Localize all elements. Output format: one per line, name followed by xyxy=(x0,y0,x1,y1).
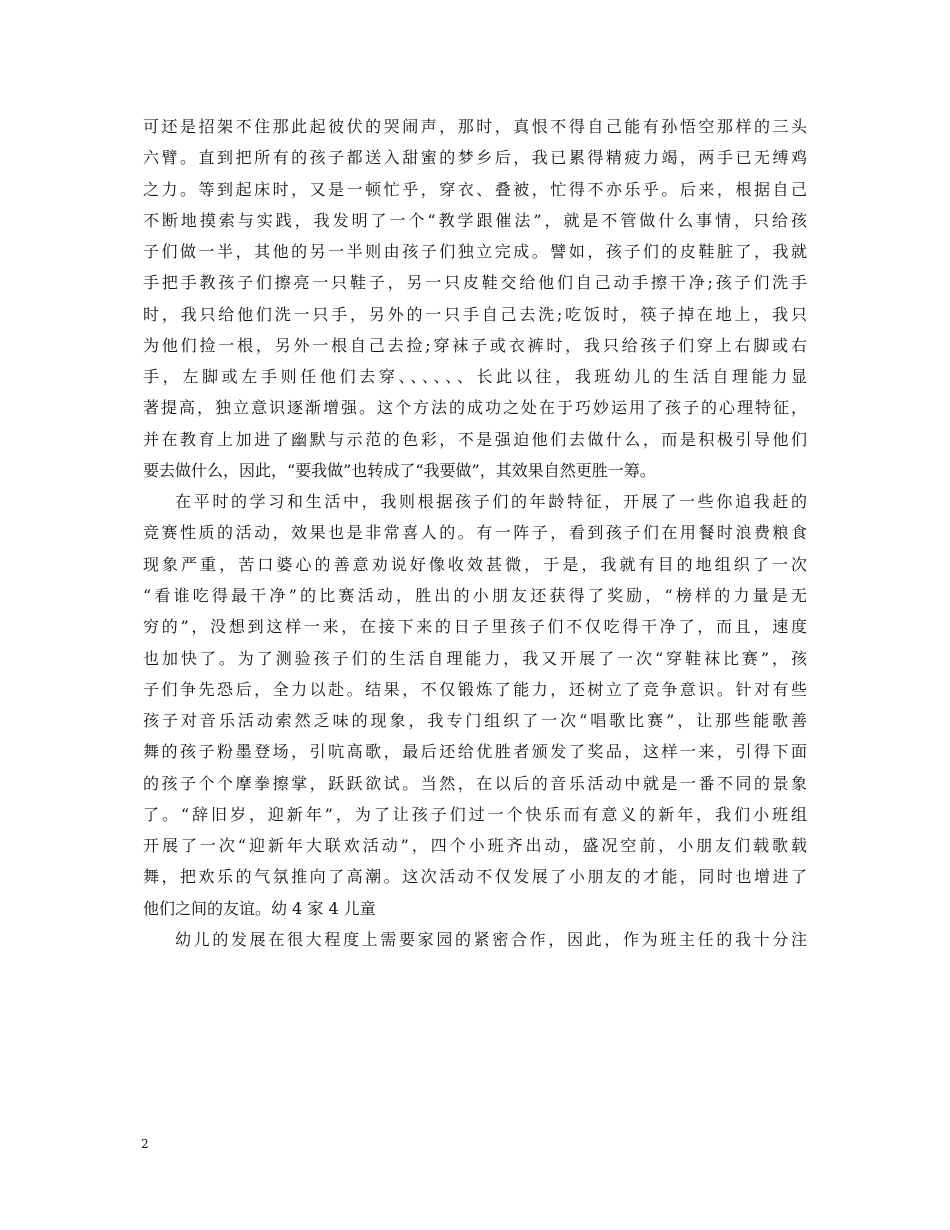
text-line: 舞，把欢乐的气氛推向了高潮。这次活动不仅发展了小朋友的才能，同时也增进了 xyxy=(143,867,807,887)
paragraph-first-line: 幼儿的发展在很大程度上需要家园的紧密合作，因此，作为班主任的我十分注 xyxy=(175,929,807,949)
text-line: 时，我只给他们洗一只手，另外的一只手自己去洗;吃饭时，筷子掉在地上，我只 xyxy=(143,304,807,324)
text-line: 孩子对音乐活动索然乏味的现象，我专门组织了一次“唱歌比赛”，让那些能歌善 xyxy=(143,711,807,731)
text-line: 为他们捡一根，另外一根自己去捡;穿袜子或衣裤时，我只给孩子们穿上右脚或右 xyxy=(143,335,807,355)
text-line: 著提高，独立意识逐渐增强。这个方法的成功之处在于巧妙运用了孩子的心理特征， xyxy=(143,398,807,418)
text-line: 可还是招架不住那此起彼伏的哭闹声，那时，真恨不得自己能有孙悟空那样的三头 xyxy=(143,117,807,136)
text-line: 不断地摸索与实践，我发明了一个“教学跟催法”，就是不管做什么事情，只给孩 xyxy=(143,210,807,230)
text-line: 之力。等到起床时，又是一顿忙乎，穿衣、叠被，忙得不亦乐乎。后来，根据自己 xyxy=(143,179,807,199)
text-line: “看谁吃得最干净”的比赛活动，胜出的小朋友还获得了奖励，“榜样的力量是无 xyxy=(143,585,807,605)
text-line: 并在教育上加进了幽默与示范的色彩，不是强迫他们去做什么，而是积极引导他们 xyxy=(143,429,807,449)
text-line: 开展了一次“迎新年大联欢活动”，四个小班齐出动，盛况空前，小朋友们载歌载 xyxy=(143,836,807,856)
text-line: 子们做一半，其他的另一半则由孩子们独立完成。譬如，孩子们的皮鞋脏了，我就 xyxy=(143,242,807,262)
page-number: 2 xyxy=(141,1137,149,1151)
text-line: 穷的”，没想到这样一来，在接下来的日子里孩子们不仅吃得干净了，而且，速度 xyxy=(143,617,807,637)
text-line: 手把手教孩子们擦亮一只鞋子，另一只皮鞋交给他们自己动手擦干净;孩子们洗手 xyxy=(143,273,807,293)
text-line: 手，左脚或左手则任他们去穿、、、、、、长此以往，我班幼儿的生活自理能力显 xyxy=(143,367,807,387)
text-line: 竞赛性质的活动，效果也是非常喜人的。有一阵子，看到孩子们在用餐时浪费粮食 xyxy=(143,523,807,543)
text-line: 了。“辞旧岁，迎新年”，为了让孩子们过一个快乐而有意义的新年，我们小班组 xyxy=(143,804,807,824)
text-line: 的孩子个个摩拳擦掌，跃跃欲试。当然，在以后的音乐活动中就是一番不同的景象 xyxy=(143,773,807,793)
text-line: 子们争先恐后，全力以赴。结果，不仅锻炼了能力，还树立了竞争意识。针对有些 xyxy=(143,679,807,699)
text-line: 现象严重，苦口婆心的善意劝说好像收效甚微，于是，我就有目的地组织了一次 xyxy=(143,554,807,574)
text-line: 舞的孩子粉墨登场，引吭高歌，最后还给优胜者颁发了奖品，这样一来，引得下面 xyxy=(143,742,807,762)
text-line: 也加快了。为了测验孩子们的生活自理能力，我又开展了一次“穿鞋袜比赛”，孩 xyxy=(143,648,807,668)
text-line: 六臂。直到把所有的孩子都送入甜蜜的梦乡后，我已累得精疲力竭，两手已无缚鸡 xyxy=(143,148,807,168)
paragraph-first-line: 在平时的学习和生活中，我则根据孩子们的年龄特征，开展了一些你追我赶的 xyxy=(175,492,807,512)
document-body xyxy=(143,111,807,955)
text-line: 要去做什么，因此，“要我做”也转成了“我要做”，其效果自然更胜一筹。 xyxy=(143,460,656,480)
text-line: 他们之间的友谊。幼 4 家 4 儿童 xyxy=(143,898,376,918)
